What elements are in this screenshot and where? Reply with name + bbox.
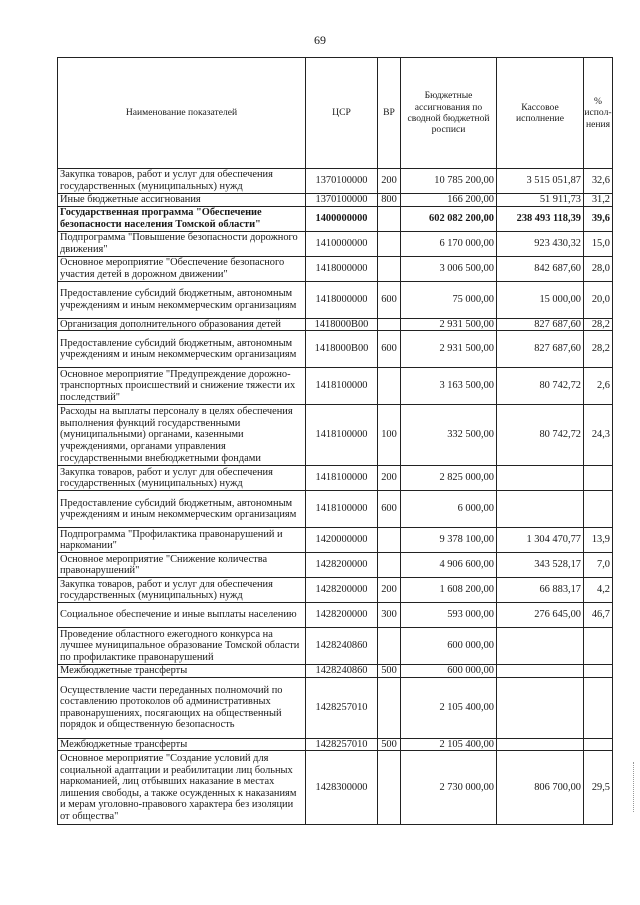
row-vr	[378, 528, 401, 553]
table-row	[58, 169, 613, 194]
row-vr: 500	[378, 665, 401, 678]
row-name: Межбюджетные трансферты	[58, 665, 306, 678]
row-vr: 500	[378, 738, 401, 751]
row-name: Межбюджетные трансферты	[58, 738, 306, 751]
row-budget: 2 105 400,00	[401, 738, 497, 751]
row-csr: 1370100000	[306, 169, 378, 194]
row-csr: 1418100000	[306, 405, 378, 466]
row-name: Расходы на выплаты персоналу в целях обеспечения выполнения функций государственными (муниципальными) органами, казенными учреждениями, органами управления государственными внебюджетными фондами	[58, 405, 306, 466]
row-cash	[497, 665, 584, 678]
row-name: Основное мероприятие "Создание условий для социальной адаптации и реабилитации лиц больных наркоманией, лиц отбывших наказание в местах лишения свободы, а также осужденных к наказаниям и мерам уголовно-правового характера без изоляции от общества"	[58, 751, 306, 825]
table-row	[58, 281, 613, 318]
row-budget: 75 000,00	[401, 281, 497, 318]
row-name: Предоставление субсидий бюджетным, автономным учреждениям и иным некоммерческим организациям	[58, 281, 306, 318]
row-csr: 1428300000	[306, 751, 378, 825]
row-csr: 1428257010	[306, 738, 378, 751]
row-budget: 2 105 400,00	[401, 677, 497, 738]
row-name: Предоставление субсидий бюджетным, автономным учреждениям и иным некоммерческим организациям	[58, 331, 306, 368]
row-vr: 600	[378, 281, 401, 318]
table-row	[58, 578, 613, 603]
row-cash: 66 883,17	[497, 578, 584, 603]
table-row	[58, 256, 613, 281]
row-csr: 1410000000	[306, 231, 378, 256]
row-name: Основное мероприятие "Снижение количества правонарушений"	[58, 553, 306, 578]
row-budget: 2 931 500,00	[401, 318, 497, 331]
row-cash: 80 742,72	[497, 405, 584, 466]
table-row	[58, 603, 613, 628]
table-row	[58, 331, 613, 368]
header-cash: Кассовое исполнение	[497, 58, 584, 169]
row-name: Иные бюджетные ассигнования	[58, 194, 306, 207]
row-csr: 1428200000	[306, 553, 378, 578]
table-row	[58, 206, 613, 231]
row-csr: 1400000000	[306, 206, 378, 231]
table-row	[58, 628, 613, 665]
table-row	[58, 231, 613, 256]
row-name: Подпрограмма "Профилактика правонарушений и наркомании"	[58, 528, 306, 553]
row-cash: 842 687,60	[497, 256, 584, 281]
row-csr: 1418000В00	[306, 331, 378, 368]
row-cash: 80 742,72	[497, 368, 584, 405]
row-budget: 3 163 500,00	[401, 368, 497, 405]
row-cash: 238 493 118,39	[497, 206, 584, 231]
row-vr: 800	[378, 194, 401, 207]
table-row	[58, 368, 613, 405]
row-name: Проведение областного ежегодного конкурса на лучшее муниципальное образование Томской области по профилактике правонарушений	[58, 628, 306, 665]
table-row	[58, 553, 613, 578]
header-percent: % испол-нения	[584, 58, 613, 169]
row-cash	[497, 677, 584, 738]
row-percent: 28,0	[584, 256, 613, 281]
row-csr: 1428200000	[306, 578, 378, 603]
row-budget: 2 825 000,00	[401, 466, 497, 491]
row-budget: 4 906 600,00	[401, 553, 497, 578]
table-row	[58, 466, 613, 491]
row-percent	[584, 491, 613, 528]
row-vr	[378, 256, 401, 281]
table-row	[58, 405, 613, 466]
row-name: Предоставление субсидий бюджетным, автономным учреждениям и иным некоммерческим организациям	[58, 491, 306, 528]
row-percent: 15,0	[584, 231, 613, 256]
row-csr: 1428257010	[306, 677, 378, 738]
row-budget: 6 000,00	[401, 491, 497, 528]
row-percent: 28,2	[584, 318, 613, 331]
header-vr: ВР	[378, 58, 401, 169]
row-percent: 46,7	[584, 603, 613, 628]
row-csr: 1418100000	[306, 491, 378, 528]
row-cash	[497, 466, 584, 491]
row-budget: 593 000,00	[401, 603, 497, 628]
row-percent: 13,9	[584, 528, 613, 553]
row-vr	[378, 231, 401, 256]
row-vr	[378, 553, 401, 578]
table-row	[58, 194, 613, 207]
row-budget: 600 000,00	[401, 665, 497, 678]
row-percent	[584, 665, 613, 678]
row-vr: 200	[378, 466, 401, 491]
header-csr: ЦСР	[306, 58, 378, 169]
row-cash: 3 515 051,87	[497, 169, 584, 194]
row-name: Организация дополнительного образования детей	[58, 318, 306, 331]
row-cash: 15 000,00	[497, 281, 584, 318]
row-budget: 2 931 500,00	[401, 331, 497, 368]
row-percent: 28,2	[584, 331, 613, 368]
row-name: Закупка товаров, работ и услуг для обеспечения государственных (муниципальных) нужд	[58, 578, 306, 603]
row-budget: 166 200,00	[401, 194, 497, 207]
row-vr: 600	[378, 331, 401, 368]
row-vr	[378, 368, 401, 405]
row-vr	[378, 751, 401, 825]
row-name: Государственная программа "Обеспечение безопасности населения Томской области"	[58, 206, 306, 231]
row-name: Закупка товаров, работ и услуг для обеспечения государственных (муниципальных) нужд	[58, 169, 306, 194]
row-cash	[497, 738, 584, 751]
row-percent: 24,3	[584, 405, 613, 466]
table-row	[58, 491, 613, 528]
table-row	[58, 528, 613, 553]
row-budget: 1 608 200,00	[401, 578, 497, 603]
row-budget: 10 785 200,00	[401, 169, 497, 194]
row-percent	[584, 677, 613, 738]
table-row	[58, 665, 613, 678]
scan-edge-mark	[631, 762, 634, 812]
header-name: Наименование показателей	[58, 58, 306, 169]
row-csr: 1418000000	[306, 256, 378, 281]
row-vr	[378, 628, 401, 665]
row-budget: 9 378 100,00	[401, 528, 497, 553]
row-cash: 827 687,60	[497, 318, 584, 331]
row-cash: 343 528,17	[497, 553, 584, 578]
row-cash	[497, 491, 584, 528]
row-csr: 1420000000	[306, 528, 378, 553]
row-percent: 2,6	[584, 368, 613, 405]
row-percent	[584, 466, 613, 491]
row-csr: 1418000В00	[306, 318, 378, 331]
row-cash: 923 430,32	[497, 231, 584, 256]
row-percent: 4,2	[584, 578, 613, 603]
row-budget: 332 500,00	[401, 405, 497, 466]
table-row	[58, 677, 613, 738]
row-csr: 1428240860	[306, 628, 378, 665]
row-vr: 100	[378, 405, 401, 466]
row-name: Социальное обеспечение и иные выплаты населению	[58, 603, 306, 628]
row-name: Закупка товаров, работ и услуг для обеспечения государственных (муниципальных) нужд	[58, 466, 306, 491]
page-number: 69	[314, 33, 326, 47]
row-cash	[497, 628, 584, 665]
budget-table	[57, 57, 613, 825]
row-vr	[378, 206, 401, 231]
row-csr: 1428200000	[306, 603, 378, 628]
row-percent: 31,2	[584, 194, 613, 207]
row-percent: 20,0	[584, 281, 613, 318]
row-cash: 827 687,60	[497, 331, 584, 368]
row-budget: 600 000,00	[401, 628, 497, 665]
row-percent: 32,6	[584, 169, 613, 194]
header-budget: Бюджетные ассигнования по сводной бюджетной росписи	[401, 58, 497, 169]
row-csr: 1428240860	[306, 665, 378, 678]
row-vr: 200	[378, 169, 401, 194]
table-body	[58, 169, 613, 825]
table-header-row	[58, 58, 613, 169]
row-percent	[584, 738, 613, 751]
row-csr: 1370100000	[306, 194, 378, 207]
row-budget: 6 170 000,00	[401, 231, 497, 256]
row-percent	[584, 628, 613, 665]
row-cash: 51 911,73	[497, 194, 584, 207]
row-vr: 600	[378, 491, 401, 528]
row-percent: 29,5	[584, 751, 613, 825]
row-budget: 602 082 200,00	[401, 206, 497, 231]
row-name: Осуществление части переданных полномочий по составлению протоколов об административных правонарушениях, посягающих на общественный порядок и общественную безопасность	[58, 677, 306, 738]
row-csr: 1418000000	[306, 281, 378, 318]
table-row	[58, 318, 613, 331]
row-vr	[378, 677, 401, 738]
row-percent: 7,0	[584, 553, 613, 578]
row-cash: 276 645,00	[497, 603, 584, 628]
row-budget: 3 006 500,00	[401, 256, 497, 281]
row-cash: 806 700,00	[497, 751, 584, 825]
row-name: Основное мероприятие "Предупреждение дорожно-транспортных происшествий и снижение тяжести их последствий"	[58, 368, 306, 405]
table-row	[58, 738, 613, 751]
row-csr: 1418100000	[306, 368, 378, 405]
table-row	[58, 751, 613, 825]
row-percent: 39,6	[584, 206, 613, 231]
row-vr: 200	[378, 578, 401, 603]
row-name: Подпрограмма "Повышение безопасности дорожного движения"	[58, 231, 306, 256]
row-cash: 1 304 470,77	[497, 528, 584, 553]
row-csr: 1418100000	[306, 466, 378, 491]
row-vr: 300	[378, 603, 401, 628]
row-vr	[378, 318, 401, 331]
row-name: Основное мероприятие "Обеспечение безопасного участия детей в дорожном движении"	[58, 256, 306, 281]
row-budget: 2 730 000,00	[401, 751, 497, 825]
